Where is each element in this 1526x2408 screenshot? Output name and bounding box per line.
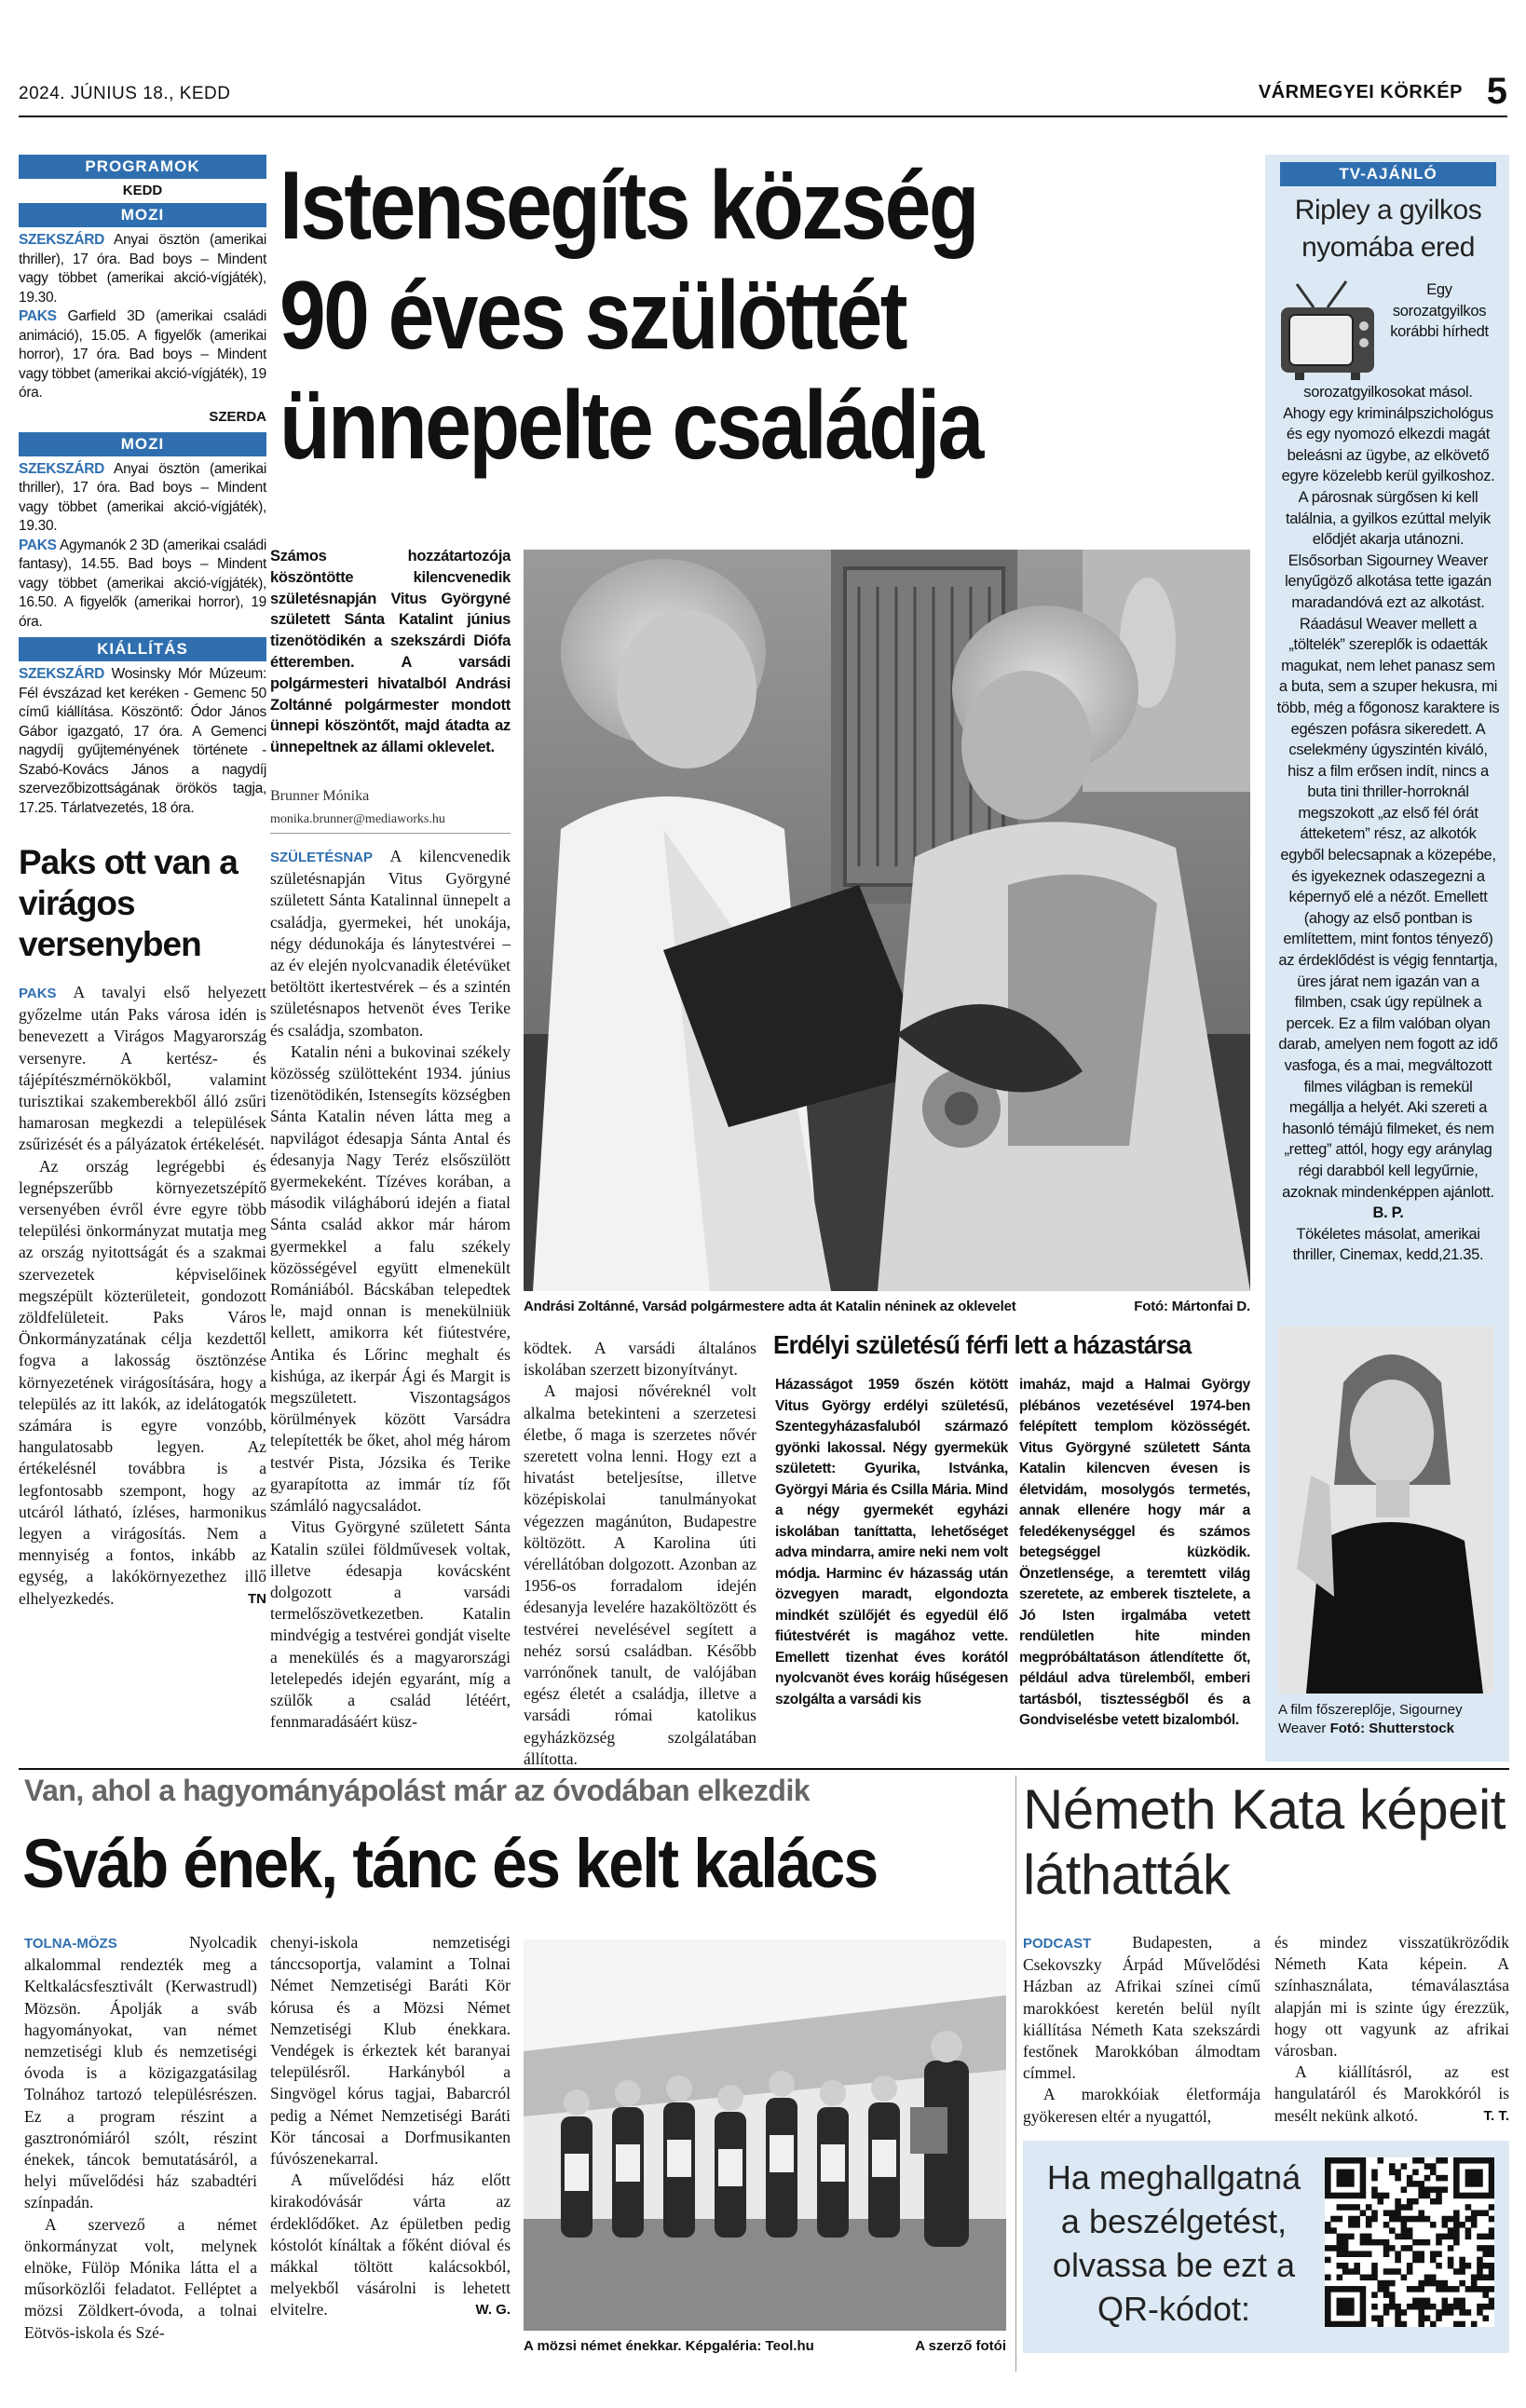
nemeth-body-column-1: PODCAST Budapesten, a Csekovszky Árpád Művelődési Házban az Afrikai színei című marokkóest keretén belül nyílt kiállítása Németh Kata szekszárdi festőnek Marokkóban álmodtam címmel. A marokkóiak életformája gyökeresen eltér a nyugattól, [1023, 1933, 1260, 2126]
issue-date: 2024. JÚNIUS 18., KEDD [19, 84, 231, 103]
qr-prompt: Ha meghallgatná a beszélgetést, olvassa be ezt a QR-kódot: [1046, 2158, 1301, 2328]
signature: TN [248, 1590, 266, 1607]
main-headline: Istensegíts község 90 éves szülöttét ünnepelte családja [279, 152, 982, 480]
box-title: Erdélyi születésű férfi lett a házastársa [773, 1330, 1192, 1359]
tv-body: Egy sorozatgyilkos korábbi hírhedt sorozatgyilkosokat másol. Ahogy egy kriminálpszichológus és egy nyomozó elkezdi magát beleásni az ügybe, az elkövető egyre közelebb kerül gyilkoshoz. A párosnak sürgősen ki kell találnia, a gyilkos ezúttal melyik elődjét akarja utánozni. Elsősorban Sigourney Weaver lenyűgöző alkotása tette igazán maradandóvá ezt az alkotást. Ráadásul Weaver mellett a „töltelék” szereplők is odaetták magukat, nem lehet panasz sem a buta, sem a szuper hekusra, mi több, még a főgonosz karaktere is egészen pofásra sikeredett. A cselekmény úgyszintén kiváló, hisz a film erősen indít, nincs a buta tini thriller-horroknál megszokott „az első fél órát átteketem” rész, az alkotók egyből belecsapnak a közepébe, és igyekeznek odaszegezni a képernyő elé a nézőt. Emellett (ahogy az első pontban is említettem, mint fontos tényező) az érdeklődést is végig fenntartja, üres járat nem igazán van a filmben, csak úgy repülnek a percek. Ez a film valóban olyan darab, amelyen nem fogott az idő vasfoga, és a mai, megváltozott filmes világban is remekül megállja a helyét. Aki szereti a hasonló témájú filmeket, és nem „retteg” attól, hogy egy aránylag régi darabból kell legyűrnie, azoknak mindenképpen ajánlott. B. P. Tökéletes másolat, amerikai thriller, Cinemax, kedd,21.35. [1276, 281, 1500, 1264]
signature: W. G. [475, 2302, 511, 2319]
paks-article-title: Paks ott van a virágos versenyben [19, 843, 238, 963]
box-column-2: imaház, majd a Halmai György plébános vezetésével 1974-ben felépített templom közösségét. Vitus Györgyné született Sánta Katalin kilencven évesen is életvidám, mosolygós termetés, annak ellenére hogy már a feledékenységgel és számos betegséggel küzködik. Önzetlensége, a teremtett világ szeretete, az emberek tisztelete, a Jó Isten irgalmába vetett rendületlen hite minden megpróbáltatáson átlendítette őt, például adva türelemből, emberi tartásból, tisztességből és a Gondviselésbe vetett bizalomból. [1019, 1377, 1250, 1728]
column-divider [1015, 1775, 1016, 2372]
section-name: VÁRMEGYEI KÖRKÉP [1258, 82, 1463, 102]
page-header [19, 71, 1507, 117]
nemeth-title: Németh Kata képeit láthatták [1023, 1778, 1506, 1906]
day-label: KEDD [122, 183, 163, 198]
author-email[interactable]: monika.brunner@mediaworks.hu [270, 812, 511, 834]
signature: T. T. [1483, 2107, 1509, 2124]
svab-title: Sváb ének, tánc és kelt kalács [22, 1825, 878, 1902]
photo-credit: Fotó: Shutterstock [1329, 1721, 1454, 1736]
program-entry: SZEKSZÁRD Wosinsky Mór Múzeum: Fél évszázad ket keréken - Gemenc 50 című kiállítása. Köszöntő: Ódor János Gábor igazgató, 17 óra. A Gemenci nagydíj gyűjteményének története - Szabó-Kovács János a nagydíj szervezőbizottságának örökös tagja, 17.25. Tárlatvezetés, 18 óra. [19, 666, 266, 816]
tv-band: TV-AJÁNLÓ [1280, 162, 1496, 186]
photo-credit: Fotó: Mártonfai D. [1134, 1299, 1250, 1314]
exhibition-band: KIÁLLÍTÁS [19, 637, 266, 661]
program-entry: SZEKSZÁRD Anyai ösztön (amerikai thriller), 17 óra. Bad boys – Mindent vagy többet (amerikai akció-vígjáték), 19.30. PAKS Garfield 3D (amerikai családi animáció), 15.05. A figyelők (amerikai horror), 17 óra. Bad boys – Mindent vagy többet (amerikai akció-vígjáték), 19 óra. [19, 232, 266, 401]
actress-photo [1278, 1326, 1494, 1694]
program-entry: SZEKSZÁRD Anyai ösztön (amerikai thriller), 17 óra. Bad boys – Mindent vagy többet (amerikai akció-vígjáték), 19.30. PAKS Agymanók 2 3D (amerikai családi fantasy), 14.55. Bad boys – Mindent vagy többet (amerikai akció-vígjáték), 16.50. A figyelők (amerikai horror), 19 óra. [19, 460, 266, 630]
qr-code[interactable] [1325, 2157, 1494, 2327]
section-divider [19, 1768, 1509, 1770]
tv-icon [1276, 279, 1379, 382]
svab-kicker: Van, ahol a hagyományápolást már az óvodában elkezdik [24, 1774, 811, 1807]
main-body-column-1: SZÜLETÉSNAP A kilencvenedik születésnapján Vitus Györgyné született Sánta Katalinnal ünnepelt a családja, gyermekei, hét unokája, négy dédunokája és lánytestvérei – az év elején nyolcvanadik életévüket betöltött ikertestvérek – és a szintén születésnapos hetvenöt éves Terike és családja, szombaton. Katalin néni a bukovinai székely közösség szülötteként 1934. június tizenötödikén, Istensegíts községben Sánta Katalin néven látta meg a napvilágot édesapja Sánta Antal és édesanyja Nagy Teréz elsőszülött gyermekeként. Tízéves korában, a második világháború idején a fiatal Sánta család akkor már három gyermekkel a falu székely közösségével együtt elmenekült Romániából. Bácskában telepedtek le, majd onnan is menekülniük kellett, amikorra két fiútestvére, Antika és Lőrinc meghalt és kishúga, az ikerpár Ági és Margit is megszületett. Viszontagságos körülmények között Varsádra telepítették be őket, ahol még három testvér Pista, Józsika és Terike gyarapította az immár tíz főt számláló nagycsaládot. Vitus Györgyné született Sánta Katalin szülei földművesek voltak, illetve édesapja kovácsként dolgozott a varsádi termelőszövetkezetben. Katalin mindvégig a testvérei gondját viselte a menekülés és a magyarországi letelepedés idején egyaránt, míg a szülők a család létéért, fennmaradásáért küsz- [270, 847, 511, 1732]
nemeth-body-column-2: és mindez visszatükröződik Németh Kata képein. A színhasználata, témaválasztása alapján mi is szinte úgy érezzük, hogy ott vagyunk az afrikai városban. A kiállításról, az est hangulatáról és Marokkóról is mesélt nekünk alkotó. T. T. [1274, 1932, 1509, 2127]
main-photo [524, 550, 1250, 1291]
photo-credit: A szerző fotói [915, 2338, 1006, 2354]
cinema-band: MOZI [19, 203, 266, 227]
paks-article-body: PAKS A tavalyi első helyezett győzelme után Paks városa idén is benevezett a Virágos Magyarország versenyre. A kertész- és tájépítészmérnökökből, valamint turisztikai szakemberekből álló zsűri hamarosan megkezdi a települések zsűrizését és a pályázatok értékelését. Az ország legrégebbi és legnépszerűbb környezetszépítő versenyében évről évre egyre több települési önkormányzat mutatja meg az ország nyitottságát és a szakmai szervezetek képviselőinek megszépült közterületeit, gondozott zöldfelületeit. Paks Város Önkormányzatának célja kezdettől fogva a lakosság ösztönzése környezetének virágosítására, hogy a település az itt lakók, az idelátogatók számára is egyre vonzóbb, hangulatosabb legyen. Az értékelésnél továbbra is a legfontosabb szempont, hogy az utcáról látható, ízléses, harmonikus legyen a virágosítás. Nem a mennyiség a fontos, inkább az egység, a lakókörnyezethez illő elhelyezkedés. TN [19, 982, 266, 1610]
tv-title: Ripley a gyilkos nyomába ered [1294, 195, 1482, 263]
box-column-1: Házasságot 1959 őszén kötött Vitus György erdélyi születésű, Szentegyházasfaluból származó gyönki lakossal. Négy gyermekük született: Gyurika, Istvánka, Györgyi Mária és Csilla Mária. Mind a négy gyermekét egyházi iskolában taníttatta, lehetőséget adva mindarra, amire neki nem volt módja. Harminc év házasság után özvegyen maradt, elgondozta mindkét szülőjét és egyedül élő fiútestvérét is magához vette. Emellett tizenhat éves korától nyolcvanöt éves koráig hűségesen szolgálta a varsádi kis [775, 1377, 1008, 1707]
photo-illustration [524, 550, 1250, 1291]
programs-band: PROGRAMOK [19, 155, 266, 179]
page-number: 5 [1486, 71, 1507, 112]
main-photo-caption: Andrási Zoltánné, Varsád polgármestere adta át Katalin néninek az oklevelet Fotó: Mártonfai D. [524, 1299, 1250, 1314]
choir-photo-caption: A mözsi német énekkar. Képgaléria: Teol.hu A szerző fotói [524, 2338, 1006, 2354]
day-label: SZERDA [209, 408, 266, 425]
signature: B. P. [1372, 1204, 1404, 1222]
choir-photo [524, 1939, 1006, 2331]
main-lead: Számos hozzátartozója köszöntötte kilencvenedik születésnapján Vitus Györgyné született Sánta Katalint június tizenötödikén a szekszárdi Diófa étteremben. A varsádi polgármesteri hivatalból Andrási Zoltánné polgármester mondott ünnepi köszöntőt, majd átadta az ünnepeltnek az állami oklevelet. [270, 548, 511, 756]
main-body-column-2: ködtek. A varsádi általános iskolában szerzett bizonyítványt. A majosi nővéreknél volt alkalma betekinteni a szerzetesi életbe, ő maga is szerzetes nővér szeretett volna lenni. Hogy ezt a hivatást beteljesítse, illetve középiskolai tanulmányokat végezzen magánúton, Budapestre költözött. A Karolina úti vérellátóban dolgozott. Azonban az 1956-os forradalom idején édesanyja levelére hazaköltözött és testvérei nevelésével segített a nehéz sorsú családban. Később varrónőnek tanult, de valójában egész életét a családja, illetve a varsádi római katolikus egyházközség szolgálatában állította. [524, 1339, 756, 1768]
svab-body-column-2: chenyi-iskola nemzetiségi tánccsoportja, valamint a Tolnai Német Nemzetiségi Baráti Kör kórusa és a Mözsi Német Nemzetiségi Klub énekkara. Vendégek is érkeztek két baranyai településről. Harkányból a Singvögel kórus tagjai, Babarcról pedig a Német Nemzetiségi Baráti Kör táncosai a Dorfmusikanten fúvószenekarral. A művelődési ház előtt kirakodóvásár várta az érdeklődőket. Az épületben pedig kóstolót kínáltak a főként dióval és mákkal töltött kalácsokból, melyekből vásárolni is lehetett elvitelre. W. G. [270, 1932, 511, 2321]
cinema-band: MOZI [19, 432, 266, 456]
author-name: Brunner Mónika [270, 788, 370, 804]
actress-photo-caption: A film főszereplője, Sigourney Weaver Fotó: Shutterstock [1278, 1702, 1463, 1736]
left-column [19, 155, 266, 1610]
svab-body-column-1: TOLNA-MÖZS Nyolcadik alkalommal rendezték meg a Keltkalácsfesztivált (Kerwastrudl) Mözsön. Ápolják a sváb hagyományokat, van német nemzetiségi klub és nemzetiségi óvoda is a közigazgatásilag Tolnához tartozó településrészen. Ez a program részint a gasztronómiáról szólt, részint énekek, táncok bemutatásáról, a helyi művelődési ház szabadtéri színpadán. A szervező a német önkormányzat volt, melynek elnöke, Fülöp Mónika látta el a műsorközlői feladatot. Felléptet a mözsi Zöldkert-óvoda, a tolnai Eötvös-iskola és Szé- [24, 1933, 257, 2342]
